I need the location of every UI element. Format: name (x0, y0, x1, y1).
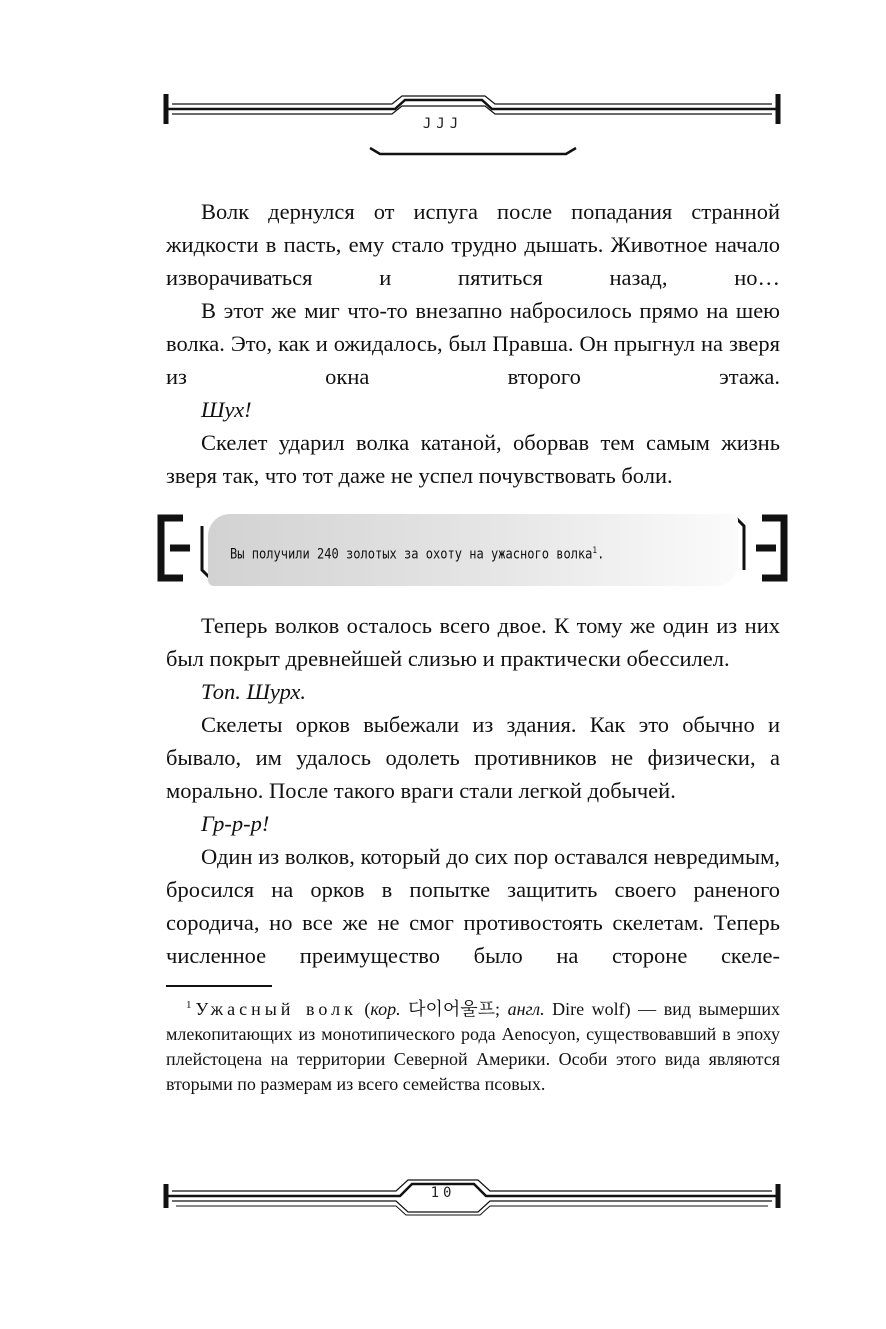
paragraph: Скелет ударил волка катаной, оборвав тем самым жизнь зверя так, что тот даже не успел почувствовать боли. (166, 430, 780, 488)
footnote: $^1$ Ужасный волк (кор. 다이어울프; англ. Dire wolf) — вид вымерших млекопитающих из монотипического рода Aenocyon, существовавший в эпоху плейстоцена на территории Северной Америки. Особи этого вида являются вторыми по размерам из всего семейства псовых. (166, 999, 780, 1094)
sound-effect: Топ. Шурх. (201, 679, 307, 704)
system-message (230, 536, 604, 566)
paragraph: Один из волков, который до сих пор оставался невредимым, бросился на орков в попытке защитить своего раненого сородича, но все же не смог противостоять скелетам. Теперь численное преимущество было на стороне скеле- (166, 844, 780, 968)
footnote-body: Dire wolf) — вид вымерших млекопитающих из монотипического рода Aenocyon, существовавший в эпоху плейстоцена на территории Северной Америки. Особи этого вида являются вторыми по размерам из всего семейства псовых. (166, 999, 780, 1094)
page-number: 10 (430, 1185, 456, 1201)
paragraph: Скелеты орков выбежали из здания. Как это обычно и бывало, им удалось одолеть противников не физически, а морально. После такого враги стали легкой добычей. (166, 712, 780, 803)
footnote-eng-label: англ. (507, 999, 545, 1019)
paragraph: В этот же миг что-то внезапно набросилось прямо на шею волка. Это, как и ожидалось, был Правша. Он прыгнул на зверя из окна второго этажа. (166, 298, 780, 389)
sound-effect: Шух! (201, 397, 252, 422)
sound-effect: Гр-р-р! (201, 811, 270, 836)
paragraph: Волк дернулся от испуга после попадания странной жидкости в пасть, ему стало трудно дышать. Животное начало изворачиваться и пятиться назад, но… (166, 199, 780, 290)
body-text-bottom (166, 609, 780, 972)
footnote-korean: 다이어울프; (400, 999, 508, 1019)
paragraph: Теперь волков осталось всего двое. К тому же один из них был покрыт древнейшей слизью и практически обессилел. (166, 613, 780, 671)
system-message-end: . (597, 546, 605, 563)
running-header: ЈЈЈ (422, 116, 464, 132)
body-text-top (166, 195, 780, 492)
header-ornament (0, 0, 886, 160)
system-message-text: Вы получили 240 золотых за охоту на ужасного волка (230, 546, 593, 563)
footnote-rule (166, 985, 272, 987)
footnote-term: Ужасный волк (195, 999, 357, 1019)
footnote-marker: 1 (186, 999, 192, 1011)
footnote-reference[interactable]: 1 (592, 546, 598, 556)
footnote-kor-label: кор. (370, 999, 401, 1019)
